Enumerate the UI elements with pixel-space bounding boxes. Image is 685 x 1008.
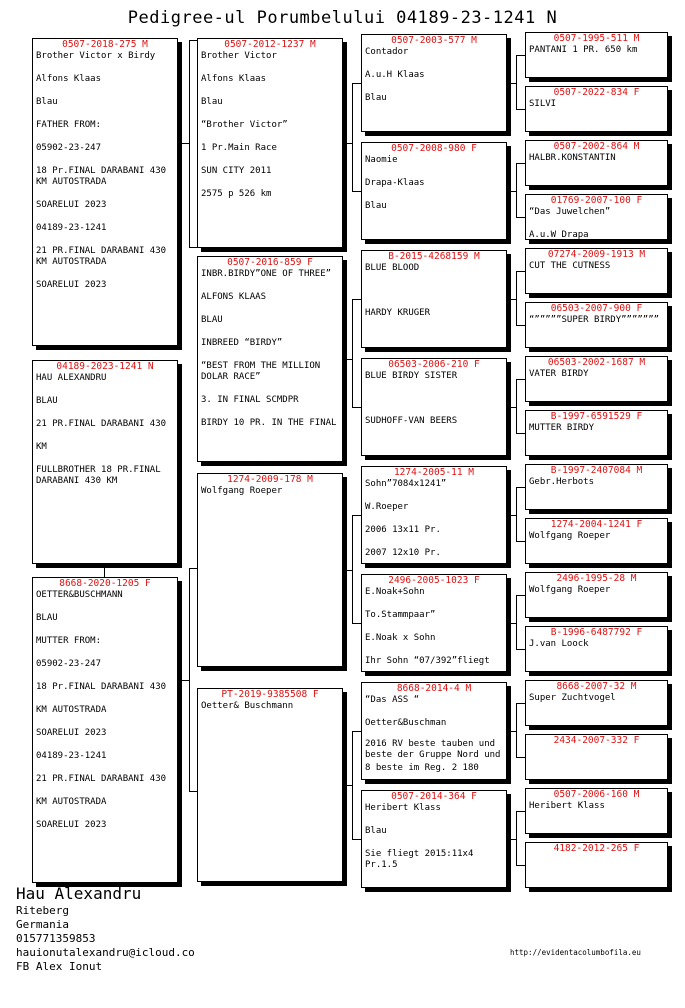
pigeon-info-line: Gebr.Herbots — [529, 477, 595, 487]
great-grandparent-card — [525, 410, 668, 456]
grandparent-card — [361, 142, 507, 240]
great-grandparent-card — [525, 626, 668, 672]
pigeon-info-line: Heribert Klass — [365, 803, 441, 813]
great-grandparent-card — [525, 734, 668, 780]
pigeon-info-line: Contador — [365, 47, 409, 57]
pigeon-info-line: BLUE BLOOD — [365, 263, 420, 273]
pigeon-info-line: Alfons Klaas — [201, 74, 267, 84]
connector-line — [516, 703, 525, 704]
pigeon-info-line: INBR.BIRDY”ONE OF THREE” — [201, 269, 332, 279]
pigeon-info-line: 1 Pr.Main Race — [201, 143, 277, 153]
pigeon-info-line: KM AUTOSTRADA — [36, 705, 107, 715]
ring-number: 2496-1995-28 M — [556, 573, 637, 584]
ring-number: 01769-2007-100 F — [550, 195, 643, 206]
pigeon-info-line: “”””””SUPER BIRDY””””””” — [529, 315, 660, 325]
owner-social: FB Alex Ionut — [16, 960, 103, 973]
subject-card — [32, 360, 178, 564]
great-grandparent-card — [525, 32, 668, 78]
connector-line — [189, 568, 190, 792]
grandparent-card — [361, 574, 507, 672]
connector-line — [516, 811, 517, 865]
great-grandparent-card — [525, 572, 668, 618]
connector-line — [352, 407, 361, 408]
connector-line — [189, 791, 197, 792]
pigeon-info-line: BIRDY 10 PR. IN THE FINAL — [201, 418, 337, 428]
pigeon-info-line: Ihr Sohn “07/392”fliegt — [365, 656, 490, 666]
pigeon-info-line: A.u.H Klaas — [365, 70, 425, 80]
ring-number: 0507-2002-864 M — [553, 141, 640, 152]
pigeon-info-line: 2016 RV beste tauben und beste der Gruppe Nord und — [365, 739, 501, 760]
connector-line — [516, 595, 525, 596]
ring-number: 2496-2005-1023 F — [388, 575, 480, 586]
pigeon-info-line: “Brother Victor” — [201, 120, 288, 130]
connector-line — [516, 163, 517, 217]
great-grandparent-card — [525, 140, 668, 186]
grandparent-card — [361, 358, 507, 456]
pigeon-info-line: SUN CITY 2011 — [201, 166, 272, 176]
pigeon-info-line: KM AUTOSTRADA — [36, 797, 107, 807]
great-grandparent-card — [525, 788, 668, 834]
pigeon-info-line: 2007 12x10 Pr. — [365, 548, 441, 558]
ring-number: 0507-2018-275 M — [62, 39, 148, 50]
pigeon-info-line: SOARELUI 2023 — [36, 820, 107, 830]
pigeon-info-line: 18 Pr.FINAL DARABANI 430 — [36, 682, 167, 692]
pigeon-info-line: 05902-23-247 — [36, 659, 102, 669]
pigeon-info-line: Blau — [365, 201, 387, 211]
ring-number: 0507-2006-160 M — [553, 789, 640, 800]
pigeon-info-line: VATER BIRDY — [529, 369, 589, 379]
ring-number: 1274-2005-11 M — [393, 467, 475, 478]
father-card — [32, 38, 178, 346]
sire-dam-card — [197, 38, 343, 248]
great-grandparent-card — [525, 518, 668, 564]
connector-line — [104, 563, 105, 577]
pigeon-info-line: MUTTER BIRDY — [529, 423, 595, 433]
pigeon-info-line: 21 PR.FINAL DARABANI 430 — [36, 419, 167, 429]
pigeon-info-line: Wolfgang Roeper — [201, 486, 283, 496]
ring-number: 1274-2009-178 M — [227, 474, 313, 485]
pigeon-info-line: Super Zuchtvogel — [529, 693, 616, 703]
owner-name: Hau Alexandru — [16, 884, 142, 903]
connector-line — [516, 865, 525, 866]
pigeon-info-line: PANTANI 1 PR. 650 km — [529, 45, 638, 55]
pigeon-info-line: HAU ALEXANDRU — [36, 373, 107, 383]
pigeon-info-line: “Das Juwelchen” — [529, 207, 611, 217]
ring-number: 0507-2012-1237 M — [224, 39, 316, 50]
pigeon-info-line: 04189-23-1241 — [36, 223, 107, 233]
pigeon-info-line: Blau — [365, 93, 387, 103]
pigeon-info-line: Wolfgang Roeper — [529, 585, 611, 595]
great-grandparent-card — [525, 356, 668, 402]
pigeon-info-line: Brother Victor x Birdy — [36, 51, 156, 61]
website-url[interactable]: http://evidentacolumbofila.eu — [510, 948, 641, 957]
pigeon-info-line: Blau — [36, 97, 58, 107]
connector-line — [516, 163, 525, 164]
ring-number: B-2015-4268159 M — [388, 251, 480, 262]
ring-number: 0507-2003-577 M — [391, 35, 477, 46]
ring-number: 0507-2008-980 F — [391, 143, 477, 154]
ring-number: 07274-2009-1913 M — [547, 249, 646, 260]
pigeon-info-line: BLAU — [36, 396, 58, 406]
pigeon-info-line: CUT THE CUTNESS — [529, 261, 611, 271]
pigeon-info-line: “Das ASS “ — [365, 695, 420, 705]
pigeon-info-line: HARDY KRUGER — [365, 308, 431, 318]
pigeon-info-line: SOARELUI 2023 — [36, 200, 107, 210]
great-grandparent-card — [525, 680, 668, 726]
connector-line — [352, 623, 361, 624]
connector-line — [516, 433, 525, 434]
pigeon-info-line: ALFONS KLAAS — [201, 292, 267, 302]
connector-line — [516, 271, 525, 272]
pigeon-info-line: E.Noak x Sohn — [365, 633, 436, 643]
connector-line — [516, 595, 517, 649]
great-grandparent-card — [525, 842, 668, 888]
pigeon-info-line: Blau — [201, 97, 223, 107]
connector-line — [352, 515, 361, 516]
connector-line — [516, 109, 525, 110]
ring-number: B-1996-6487792 F — [550, 627, 643, 638]
pigeon-info-line: To.Stammpaar” — [365, 610, 436, 620]
connector-line — [516, 649, 525, 650]
great-grandparent-card — [525, 194, 668, 240]
ring-number: 0507-2016-859 F — [227, 257, 313, 268]
connector-line — [189, 247, 197, 248]
ring-number: 1274-2004-1241 F — [550, 519, 643, 530]
pigeon-info-line: Alfons Klaas — [36, 74, 102, 84]
great-grandparent-card — [525, 86, 668, 132]
connector-line — [516, 55, 525, 56]
pigeon-info-line: HALBR.KONSTANTIN — [529, 153, 616, 163]
ring-number: 2434-2007-332 F — [553, 735, 640, 746]
connector-line — [516, 703, 517, 757]
pigeon-info-line: MUTTER FROM: — [36, 636, 102, 646]
pigeon-info-line: 21 PR.FINAL DARABANI 430 — [36, 774, 167, 784]
pigeon-info-line: Sohn”7084x1241” — [365, 479, 447, 489]
grandparent-card — [361, 250, 507, 348]
pigeon-info-line: FATHER FROM: — [36, 120, 102, 130]
pigeon-info-line: BLAU — [36, 613, 58, 623]
connector-line — [189, 40, 197, 41]
grandparent-card — [361, 466, 507, 564]
owner-line: Riteberg — [16, 904, 69, 917]
grandparent-card — [361, 34, 507, 132]
pigeon-info-line: 05902-23-247 — [36, 143, 102, 153]
pigeon-info-line: FULLBROTHER 18 PR.FINAL DARABANI 430 KM — [36, 465, 161, 486]
connector-line — [352, 191, 361, 192]
connector-line — [352, 839, 361, 840]
grandparent-card — [361, 682, 507, 780]
ring-number: PT-2019-9385508 F — [221, 689, 319, 700]
ring-number: 06503-2007-900 F — [550, 303, 643, 314]
mother-card — [32, 577, 178, 883]
connector-line — [352, 83, 353, 191]
connector-line — [516, 217, 525, 218]
pigeon-info-line: OETTER&BUSCHMANN — [36, 590, 123, 600]
connector-line — [516, 379, 525, 380]
connector-line — [516, 271, 517, 325]
connector-line — [352, 83, 361, 84]
connector-line — [352, 299, 353, 407]
owner-block — [16, 884, 195, 974]
pigeon-info-line: 21 PR.FINAL DARABANI 430 KM AUTOSTRADA — [36, 246, 167, 267]
pigeon-info-line: Sie fliegt 2015:11x4 Pr.1.5 — [365, 849, 474, 870]
ring-number: 0507-2014-364 F — [391, 791, 477, 802]
pigeon-info-line: 2006 13x11 Pr. — [365, 525, 441, 535]
connector-line — [516, 811, 525, 812]
owner-phone: 015771359853 — [16, 932, 96, 945]
pigeon-info-line: A.u.W Drapa — [529, 230, 589, 240]
ring-number: 06503-2002-1687 M — [547, 357, 646, 368]
connector-line — [352, 515, 353, 623]
pigeon-info-line: 3. IN FINAL SCMDPR — [201, 395, 299, 405]
connector-line — [516, 541, 525, 542]
pigeon-info-line: SOARELUI 2023 — [36, 280, 107, 290]
connector-line — [189, 568, 197, 569]
pigeon-info-line: Brother Victor — [201, 51, 277, 61]
ring-number: 06503-2006-210 F — [388, 359, 480, 370]
connector-line — [352, 299, 361, 300]
ring-number: 8668-2014-4 M — [396, 683, 472, 694]
pigeon-info-line: 18 Pr.FINAL DARABANI 430 KM AUTOSTRADA — [36, 166, 167, 187]
pigeon-info-line: KM — [36, 442, 47, 452]
pigeon-info-line: Oetter&Buschman — [365, 718, 447, 728]
ring-number: 04189-2023-1241 N — [56, 361, 154, 372]
sire-dam-card — [197, 256, 343, 462]
great-grandparent-card — [525, 248, 668, 294]
owner-email: hauionutalexandru@icloud.co — [16, 946, 195, 959]
pigeon-info-line: 2575 p 526 km — [201, 189, 272, 199]
pigeon-info-line: SUDHOFF-VAN BEERS — [365, 416, 458, 426]
sire-dam-card — [197, 473, 343, 667]
connector-line — [516, 487, 525, 488]
connector-line — [352, 731, 361, 732]
connector-line — [516, 487, 517, 541]
pigeon-info-line: Naomie — [365, 155, 398, 165]
pigeon-info-line: Blau — [365, 826, 387, 836]
pigeon-info-line: INBREED “BIRDY” — [201, 338, 283, 348]
ring-number: 4182-2012-265 F — [553, 843, 640, 854]
connector-line — [516, 757, 525, 758]
grandparent-card — [361, 790, 507, 888]
pigeon-info-line: BLAU — [201, 315, 223, 325]
pigeon-info-line: J.van Loock — [529, 639, 589, 649]
ring-number: B-1997-6591529 F — [550, 411, 643, 422]
connector-line — [352, 731, 353, 839]
pigeon-info-line: 04189-23-1241 — [36, 751, 107, 761]
great-grandparent-card — [525, 302, 668, 348]
owner-line: Germania — [16, 918, 69, 931]
pigeon-info-line: SOARELUI 2023 — [36, 728, 107, 738]
great-grandparent-card — [525, 464, 668, 510]
pigeon-info-line: Wolfgang Roeper — [529, 531, 611, 541]
pigeon-info-line: Oetter& Buschmann — [201, 701, 294, 711]
pigeon-info-line: Heribert Klass — [529, 801, 605, 811]
pigeon-info-line: E.Noak+Sohn — [365, 587, 425, 597]
pigeon-info-line: 8 beste im Reg. 2 180 — [365, 763, 479, 773]
ring-number: 8668-2020-1205 F — [59, 578, 151, 589]
sire-dam-card — [197, 688, 343, 882]
connector-line — [516, 55, 517, 109]
pigeon-info-line: BLUE BIRDY SISTER — [365, 371, 458, 381]
ring-number: 8668-2007-32 M — [556, 681, 637, 692]
connector-line — [516, 325, 525, 326]
pigeon-info-line: “BEST FROM THE MILLION DOLAR RACE” — [201, 361, 321, 382]
ring-number: 0507-1995-511 M — [553, 33, 640, 44]
connector-line — [189, 40, 190, 248]
pigeon-info-line: SILVI — [529, 99, 557, 109]
pigeon-info-line: Drapa-Klaas — [365, 178, 425, 188]
connector-line — [516, 379, 517, 433]
ring-number: 0507-2022-834 F — [553, 87, 640, 98]
pigeon-info-line: W.Roeper — [365, 502, 409, 512]
page-title: Pedigree-ul Porumbelului 04189-23-1241 N — [127, 8, 558, 28]
ring-number: B-1997-2407084 M — [550, 465, 643, 476]
